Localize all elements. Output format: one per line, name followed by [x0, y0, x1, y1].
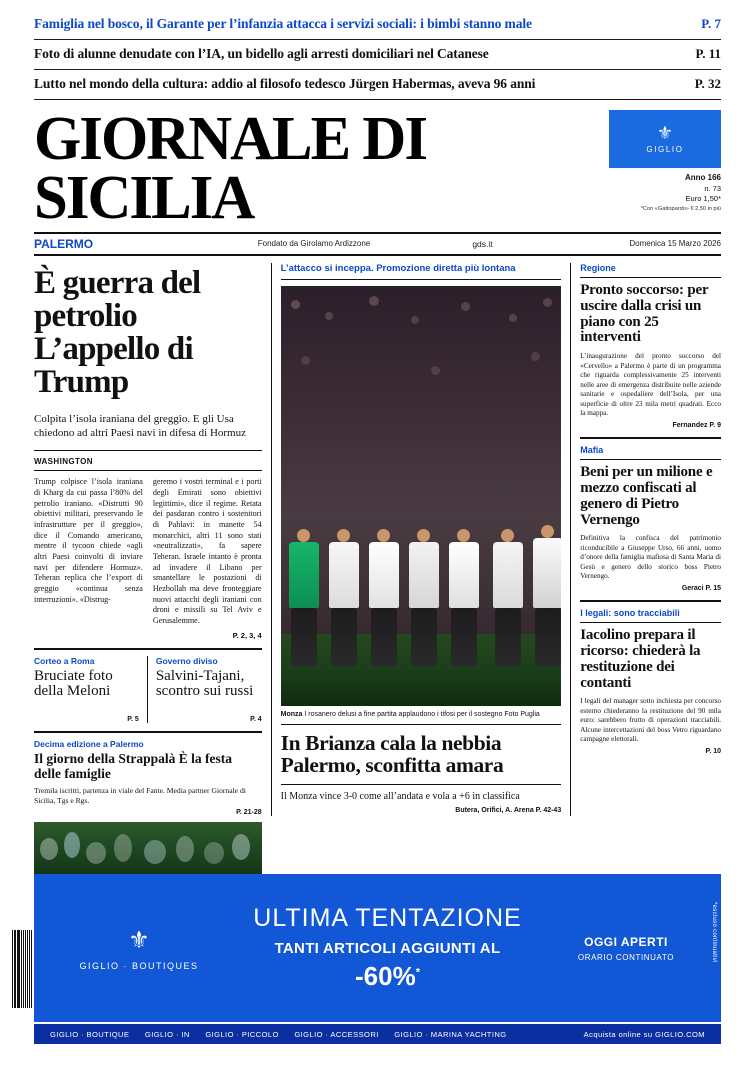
right-article[interactable]: [580, 263, 721, 429]
brief-kicker: Corteo a Roma: [34, 655, 95, 666]
page-title: GIORNALE DI SICILIA: [34, 105, 427, 232]
teaser-page: P. 7: [701, 16, 721, 31]
photo-caption-lead: Monza: [280, 710, 303, 718]
teaser-page: P. 32: [694, 76, 721, 91]
teaser-bar: [0, 0, 755, 104]
brief-item[interactable]: [34, 656, 148, 724]
issue-date: Domenica 15 Marzo 2026: [629, 239, 721, 249]
website-label[interactable]: gds.it: [472, 238, 493, 249]
players-row: [281, 456, 562, 666]
edition-city: PALERMO: [34, 236, 94, 251]
masthead-right: [609, 110, 721, 213]
sport-kicker: L’attacco si inceppa. Promozione diretta più lontana: [281, 263, 562, 280]
promo-photo: [34, 822, 262, 878]
edition-number: n. 73: [704, 183, 721, 193]
ad-brand-name: GIGLIO · BOUTIQUES: [79, 960, 199, 971]
edition-year: Anno 166: [684, 173, 721, 182]
lead-photo: [281, 286, 562, 706]
promo-page: P. 21-28: [236, 809, 262, 817]
brief-page: P. 4: [250, 716, 262, 724]
column-right: [571, 263, 721, 816]
ad-discount-value: -60%: [355, 961, 416, 991]
lead-body-col2: geremo i vostri terminal e i porti degli Emirati sono obiettivi legittimi», dice il regime. Retata dei pasdaran contro i sostenitori di Pahlavi: in manette 54 monarchici, altri 11 sono stati «neutralizzati», fa sapere Teheran. Israele intanto è pronta ad invadere il Libano per smantellare le postazioni di Hezbollah ma deve fronteggiare nuovi attacchi degli iraniani con droni e missili su Tel Aviv e Gerusalemme.: [152, 477, 262, 626]
teaser-row[interactable]: [34, 10, 721, 40]
right-byline: Geraci P. 15: [681, 584, 721, 592]
ad-subtitle: TANTI ARTICOLI AGGIUNTI AL: [274, 940, 501, 957]
photo-caption: [281, 706, 562, 725]
column-left: [34, 263, 272, 816]
lead-body: [34, 477, 262, 626]
photo-caption-text: I rosanero delusi a fine partita applaudono i tifosi per il sostegno Foto Puglia: [304, 710, 540, 718]
sponsor-name: GIGLIO: [646, 145, 684, 154]
column-middle: [272, 263, 572, 816]
sport-headline[interactable]: In Brianza cala la nebbia Palermo, sconfitta amara: [280, 730, 504, 778]
ad-title: ULTIMA TENTAZIONE: [253, 904, 522, 932]
ad-footer-bar[interactable]: [34, 1024, 721, 1044]
promo-article[interactable]: [34, 731, 262, 878]
lead-subhead: Colpita l’isola iraniana del greggio. E gli Usa chiedono ad altri Paesi navi in difesa di Hormuz: [34, 413, 262, 452]
right-byline: Fernandez P. 9: [672, 421, 721, 429]
right-kicker: Mafia: [580, 445, 721, 460]
ad-brand: [34, 926, 244, 971]
right-kicker: I legali: sono tracciabili: [580, 608, 721, 623]
edition-price-note: *Con «Gattopardo» € 2,50 in più: [640, 206, 721, 213]
right-title: Iacolino prepara il ricorso: chiederà la restituzione dei contanti: [580, 626, 701, 691]
masthead: [0, 104, 755, 232]
right-title: Pronto soccorso: per uscire dalla crisi un piano con 25 interventi: [580, 281, 709, 346]
ad-cta[interactable]: Acquista online su GIGLIO.COM: [583, 1029, 705, 1039]
ad-store-list: [50, 1030, 520, 1039]
right-article[interactable]: [580, 445, 721, 592]
teaser-text: Foto di alunne denudate con l’IA, un bidello agli arresti domiciliari nel Catanese: [34, 46, 489, 61]
lead-body-col1: Trump colpisce l’isola iraniana di Kharg da cui passa l’80% del petrolio iraniano. «Distrutti 90 obiettivi militari, preservando le infrastrutture per il greggio», dice il Comando americano, mentre il tycoon chiede «agli altri Paesi coinvolti di inviare navi per difendere Hormuz». Teheran replica che l’export di greggio «continua senza interruzioni». «Distrug-: [34, 477, 143, 604]
brief-item[interactable]: [148, 656, 262, 724]
barcode: [12, 930, 32, 1008]
promo-body: Tremila iscritti, partenza in viale del Fante. Media partner Giornale di Sicilia, Tgs e Rgs.: [34, 786, 246, 806]
ad-store[interactable]: GIGLIO · ACCESSORI: [294, 1029, 379, 1039]
ad-store[interactable]: GIGLIO · BOUTIQUE: [50, 1029, 130, 1039]
ad-store[interactable]: GIGLIO · PICCOLO: [205, 1029, 279, 1039]
advertisement[interactable]: [34, 874, 721, 1022]
ad-footnote: *escluso continuativi: [711, 902, 717, 963]
rule: [580, 437, 721, 439]
info-strip: [34, 232, 721, 256]
brief-page: P. 5: [127, 716, 139, 724]
lily-icon: ⚜: [656, 123, 674, 143]
right-title: Beni per un milione e mezzo confiscati al genero di Pietro Vernengo: [580, 463, 713, 528]
teaser-page: P. 11: [695, 46, 721, 61]
founder-note: Fondato da Girolamo Ardizzone: [257, 239, 371, 249]
sponsor-logo[interactable]: [609, 110, 721, 168]
teaser-row[interactable]: [34, 70, 721, 100]
right-body: Definitiva la confisca del patrimonio riconducibile a Giuseppe Urso, 66 anni, uomo d’onore della famiglia mafiosa di Santa Maria di Gesù e genero dello storico boss Pietro Vernengo.: [580, 534, 721, 581]
sport-subhead: Il Monza vince 3-0 come all’andata e vola a +6 in classifica: [281, 784, 562, 804]
edition-info: [641, 172, 721, 213]
lily-icon: ⚜: [128, 927, 150, 954]
right-kicker: Regione: [580, 263, 721, 278]
ad-message: [244, 904, 531, 992]
lead-headline[interactable]: È guerra del petrolio L’appello di Trump: [34, 264, 201, 400]
ad-hours-sub: ORARIO CONTINUATO: [577, 952, 675, 962]
rule: [34, 470, 262, 471]
teaser-text: Famiglia nel bosco, il Garante per l’infanzia attacca i servizi sociali: i bimbi stanno male: [34, 16, 532, 31]
ad-discount-note: *: [415, 966, 420, 979]
right-body: I legali del manager sotto inchiesta per concorso esterno chiederanno la restituzione del 90 mila euro: sarebbero frutto di operazioni tracciabili. Alcune intercettazioni del boss Vetro riguardano campagne elettorali.: [580, 697, 721, 744]
dateline: WASHINGTON: [34, 457, 93, 467]
ad-hours-title: OGGI APERTI: [584, 934, 668, 949]
right-article[interactable]: [580, 608, 721, 755]
ad-store[interactable]: GIGLIO · IN: [144, 1029, 190, 1039]
ad-store[interactable]: GIGLIO · MARINA YACHTING: [394, 1029, 507, 1039]
main-content: [34, 256, 721, 816]
edition-price: Euro 1,50*: [685, 194, 721, 204]
brief-title: Salvini-Tajani, scontro sui russi: [155, 667, 254, 700]
brief-title: Bruciate foto della Meloni: [34, 667, 113, 700]
teaser-row[interactable]: [34, 40, 721, 70]
right-byline: P. 10: [705, 747, 721, 755]
brief-pair: [34, 648, 262, 724]
rule: [580, 600, 721, 602]
promo-kicker: Decima edizione a Palermo: [34, 739, 144, 750]
lead-pages: P. 2, 3, 4: [232, 630, 262, 640]
ad-discount: [244, 961, 531, 992]
teaser-text: Lutto nel mondo della cultura: addio al filosofo tedesco Jürgen Habermas, aveva 96 anni: [34, 76, 536, 91]
right-body: L’inaugurazione del pronto soccorso del «Cervello» a Palermo è parte di un programma che riguarda complessivamente 25 interventi nelle aree di emergenza distribuite nelle aziende sanitarie e ospedaliere dell’Isola, per una superficie di oltre 23 mila metri quadrati. Ecco la mappa.: [580, 352, 721, 418]
ad-hours: [531, 935, 721, 962]
brief-kicker: Governo diviso: [155, 655, 218, 666]
sport-pages: Butera, Orifici, A. Arena P. 42-43: [455, 806, 562, 814]
promo-title: Il giorno della Strappalà È la festa delle famiglie: [34, 751, 233, 781]
